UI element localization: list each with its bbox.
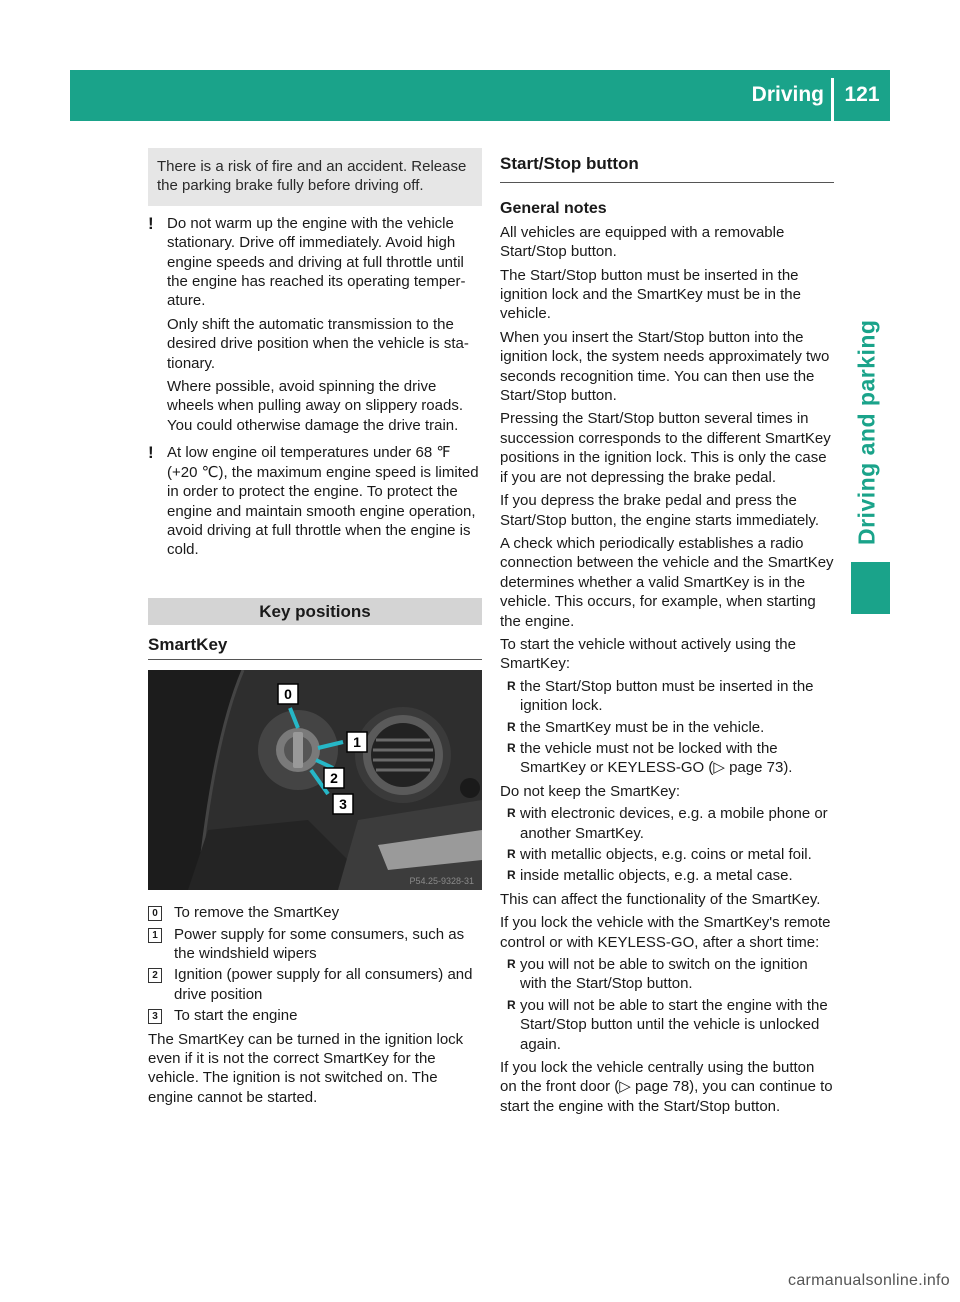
legend-text: Ignition (power supply for all consumers) and drive position (174, 966, 473, 1003)
note-block (148, 214, 482, 435)
list-item: R the SmartKey must be in the vehicle. (500, 718, 834, 737)
body-paragraph: If you depress the brake pedal and press the Start/Stop button, the engine starts immediately. (500, 492, 820, 529)
exclamation-icon: ! (148, 213, 154, 233)
legend-text: To remove the SmartKey (174, 904, 340, 922)
body-paragraph: All vehicles are equipped with a removable Start/Stop button. (500, 223, 785, 261)
note-paragraph: At low engine oil temperatures under 68 ℉ (+20 ℃), the maximum engine speed is limited in order to protect the engine. To protect the engine and maintain smooth engine operation, avoid driving at full throttle when the engine is cold. (167, 444, 479, 559)
body-paragraph: To start the vehicle without actively using the SmartKey: (500, 635, 796, 673)
callout-3 (333, 794, 353, 814)
svg-text:2: 2 (330, 770, 338, 787)
body-paragraph: The Start/Stop button must be inserted in the ignition lock and the SmartKey must be in the vehicle. (500, 266, 801, 323)
list-item: R the vehicle must not be locked with the SmartKey or KEYLESS-GO (▷ page 73). (500, 739, 834, 778)
general-notes-heading: General notes (500, 200, 607, 218)
smartkey-heading: SmartKey (148, 635, 482, 660)
body-paragraph: If you lock the vehicle with the SmartKey's remote control or with KEYLESS-GO, after a short time: (500, 914, 831, 951)
figure-legend (148, 903, 482, 1025)
legend-text: To start the engine (174, 1007, 298, 1025)
list-item: R you will not be able to start the engine with the Start/Stop button until the vehicle is unlocked again. (500, 996, 834, 1054)
note-paragraph: Where possible, avoid spinning the drive wheels when pulling away on slippery roads. You could otherwise damage the drive train. (167, 378, 464, 434)
legend-number-badge: 2 (148, 968, 162, 983)
legend-number-badge: 0 (148, 906, 162, 921)
watermark: carmanualsonline.info (788, 1271, 950, 1289)
right-column (500, 148, 834, 1116)
requirements-list (500, 677, 834, 778)
ignition-lock-illustration (148, 670, 482, 890)
note-paragraph: Do not warm up the engine with the vehicle stationary. Drive off immediately. Avoid high engine speeds and driving at full throttle until the engine has reached its operating temperature. (167, 214, 466, 310)
svg-text:1: 1 (353, 734, 361, 751)
callout-2 (324, 768, 344, 788)
list-item: R inside metallic objects, e.g. a metal case. (500, 866, 834, 885)
svg-text:3: 3 (339, 796, 347, 813)
list-item: R you will not be able to switch on the ignition with the Start/Stop button. (500, 955, 834, 994)
left-column (148, 148, 482, 1107)
legend-item (148, 925, 482, 964)
body-paragraph: When you insert the Start/Stop button into the ignition lock, the system needs approximately two seconds recognition time. You can then use the Start/Stop button. (500, 328, 830, 405)
start-stop-heading: Start/Stop button (500, 148, 834, 183)
header-bar (70, 70, 890, 121)
header-section-title: Driving (751, 83, 824, 106)
exclamation-icon: ! (148, 443, 154, 463)
do-not-keep-list (500, 804, 834, 886)
body-paragraph: This can affect the functionality of the SmartKey. (500, 890, 821, 908)
note-paragraph: Only shift the automatic transmission to the desired drive position when the vehicle is stationary. (167, 315, 469, 372)
body-paragraph: Pressing the Start/Stop button several times in succession corresponds to the different SmartKey positions in the ignition lock. This is only the case if you are not depressing the brake pedal. (500, 410, 831, 486)
closing-paragraph: The SmartKey can be turned in the ignition lock even if it is not the correct SmartKey for the vehicle. The ignition is not switched on. The engine cannot be started. (148, 1030, 464, 1106)
body-paragraph: If you lock the vehicle centrally using the button on the front door (▷ page 78), you can continue to start the engine with the Start/Stop button. (500, 1059, 833, 1115)
svg-text:0: 0 (284, 686, 292, 703)
lock-effects-list (500, 955, 834, 1054)
legend-text: Power supply for some consumers, such as the windshield wipers (174, 925, 465, 962)
note-block (148, 443, 482, 559)
list-item: R with metallic objects, e.g. coins or metal foil. (500, 845, 834, 864)
legend-item (148, 965, 482, 1004)
side-tab-label: Driving and parking (853, 319, 880, 545)
list-item: R with electronic devices, e.g. a mobile phone or another SmartKey. (500, 804, 834, 843)
warning-box: There is a risk of fire and an accident. Release the parking brake fully before driving off. (148, 148, 482, 206)
legend-item (148, 903, 482, 922)
page-number: 121 (844, 83, 880, 106)
key-positions-heading: Key positions (148, 598, 482, 625)
ignition-lock-figure (148, 670, 482, 890)
legend-number-badge: 3 (148, 1009, 162, 1024)
body-paragraph: A check which periodically establishes a radio connection between the vehicle and the SmartKey determines whether a valid SmartKey is in the vehicle. This occurs, for example, when starting the engine. (500, 534, 834, 630)
list-item: R the Start/Stop button must be inserted in the ignition lock. (500, 677, 834, 716)
callout-1 (347, 732, 367, 752)
figure-code: P54.25-9328-31 (409, 876, 474, 887)
legend-item (148, 1006, 482, 1025)
body-paragraph: Do not keep the SmartKey: (500, 782, 681, 800)
callout-0 (278, 684, 298, 704)
legend-number-badge: 1 (148, 928, 162, 943)
side-tab-marker (851, 562, 890, 614)
